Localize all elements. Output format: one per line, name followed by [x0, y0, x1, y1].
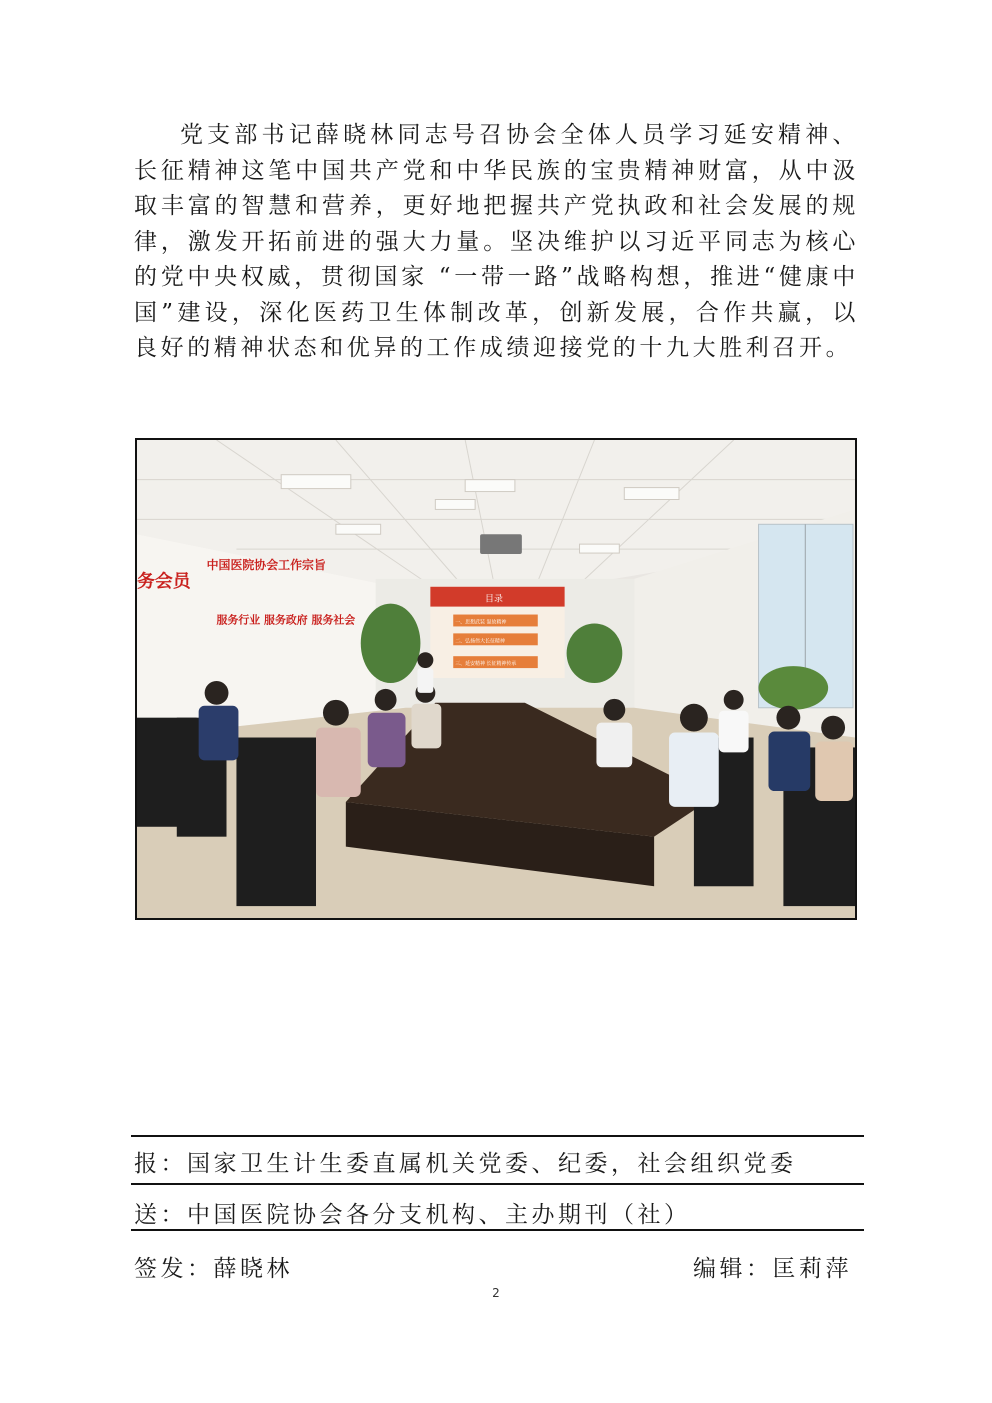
send-to-line: 送：中国医院协会各分支机构、主办期刊（社） [134, 1202, 691, 1228]
meeting-photo-illustration [137, 440, 855, 918]
screen-item-3: 三、延安精神 长征精神传承 [455, 661, 517, 668]
body-paragraph: 党支部书记薛晓林同志号召协会全体人员学习延安精神、长征精神这笔中国共产党和中华民族的宝贵精神财富，从中汲取丰富的智慧和营养，更好地把握共产党执政和社会发展的规律，激发开拓前进的强大力量。坚决维护以习近平同志为核心的党中央权威，贯彻国家 “一带一路”战略构想，推进“健康中国”建设，深化医药卫生体制改革，创新发展，合作共赢，以良好的精神状态和优异的工作成绩迎接党的十九大胜利召开。 [134, 122, 859, 361]
wall-slogan-title: 中国医院协会工作宗旨 [206, 557, 326, 572]
wall-slogan-partial: 务会员 [137, 570, 191, 592]
signed-by: 签发：薛晓林 [134, 1256, 293, 1282]
screen-item-1: 一、思想武装 温故精神 [455, 619, 507, 626]
wall-slogan-line: 服务行业 服务政府 服务社会 [216, 613, 356, 627]
report-to-line: 报：国家卫生计生委直属机关党委、纪委，社会组织党委 [134, 1151, 797, 1177]
footer-rule-2 [131, 1183, 864, 1185]
footer-rule-top [131, 1135, 864, 1137]
screen-title: 目录 [485, 594, 503, 605]
meeting-photo [135, 438, 857, 920]
footer-rule-3 [131, 1229, 864, 1231]
editor: 编辑：匡莉萍 [693, 1256, 852, 1282]
page-number: 2 [492, 1286, 500, 1300]
screen-item-2: 二、弘扬伟大长征精神 [455, 638, 505, 645]
